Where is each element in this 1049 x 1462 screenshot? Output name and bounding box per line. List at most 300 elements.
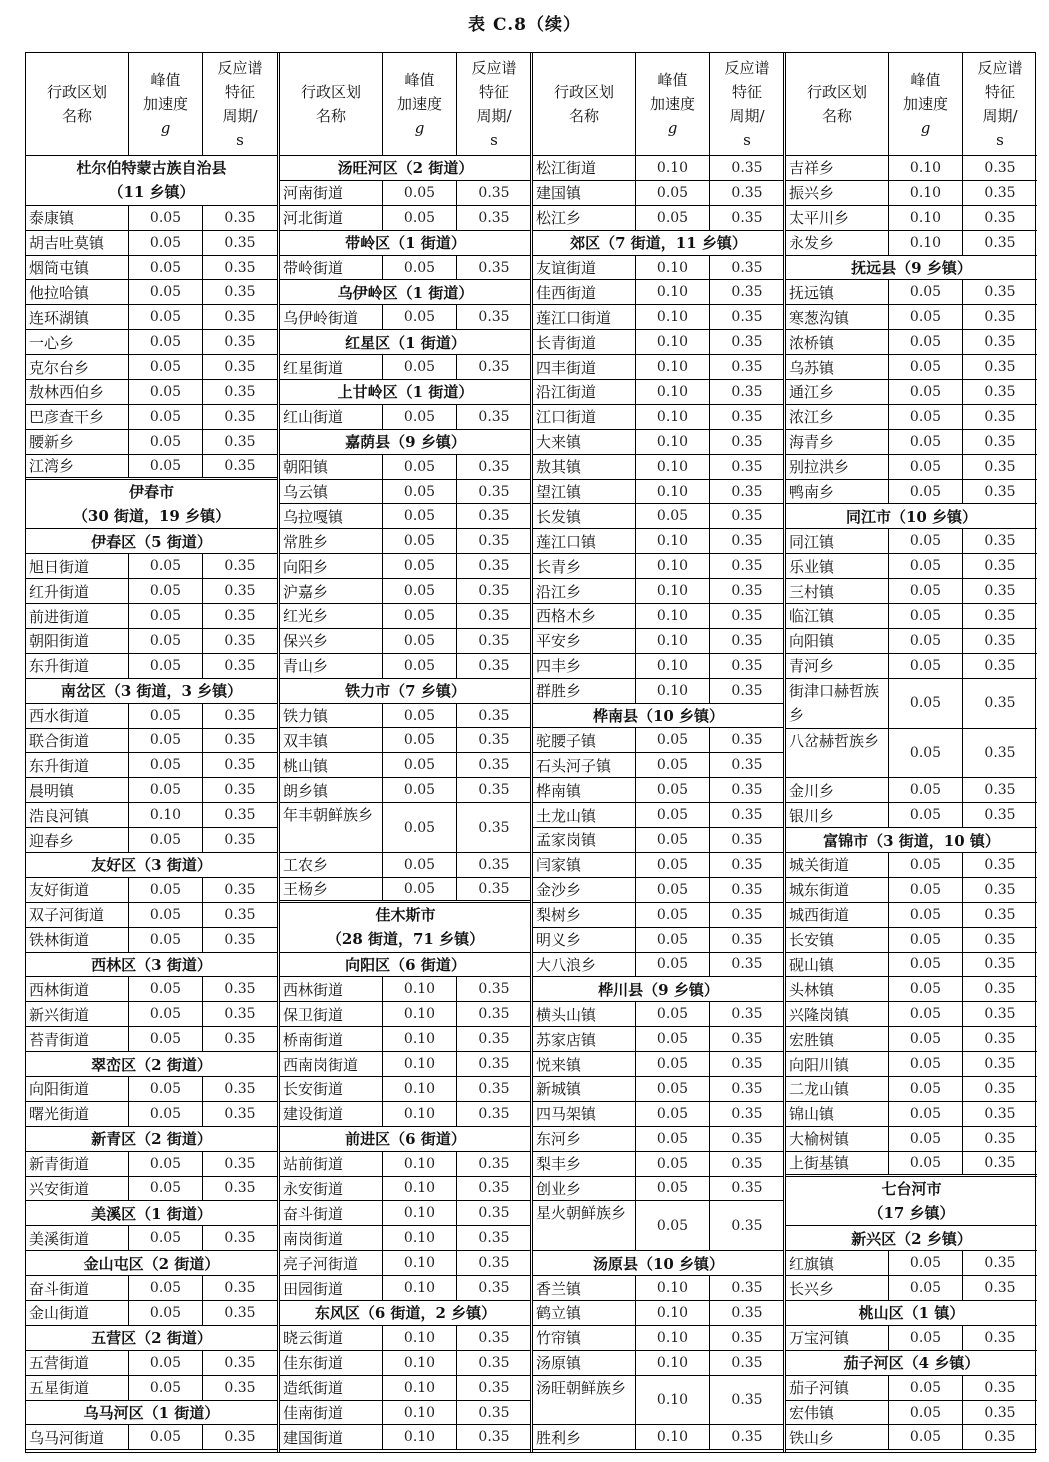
table-row <box>26 803 277 828</box>
period-value-cell: 0.35 <box>478 1230 510 1247</box>
period-value-cell: 0.35 <box>984 1056 1016 1073</box>
period-value-cell: 0.35 <box>478 657 510 674</box>
period-value-cell: 0.35 <box>478 533 510 550</box>
header-period <box>203 53 277 155</box>
table-row <box>26 1226 277 1251</box>
table-row <box>280 629 531 654</box>
period-value-cell: 0.35 <box>478 1006 510 1023</box>
pga-value-cell: 0.10 <box>636 455 710 479</box>
period-value-cell: 0.35 <box>224 608 256 624</box>
period-value-cell: 0.35 <box>984 981 1016 998</box>
region-name-cell: 莲江口街道 <box>533 305 636 329</box>
pga-value-cell: 0.10 <box>383 1376 457 1400</box>
region-name-cell: 海青乡 <box>786 430 889 454</box>
pga-value-cell: 0.05 <box>129 1226 203 1250</box>
period-value-cell: 0.35 <box>224 1006 256 1023</box>
period-value-cell: 0.35 <box>731 732 763 749</box>
region-name-cell: 带岭街道 <box>280 256 383 280</box>
pga-value-cell: 0.05 <box>636 1052 710 1076</box>
period-value-cell: 0.35 <box>731 1217 763 1234</box>
period-value-cell: 0.35 <box>731 632 763 649</box>
region-name-cell: 朗乡镇 <box>280 778 383 802</box>
table-row <box>26 1376 277 1401</box>
period-value-cell: 0.35 <box>731 334 763 351</box>
pga-value-cell: 0.05 <box>636 181 710 205</box>
table-body <box>533 156 784 1450</box>
table-row <box>280 554 531 579</box>
region-name-cell: 青河乡 <box>786 654 889 678</box>
table-panel-2 <box>280 53 531 1451</box>
region-heading: 伊春市 <box>128 482 174 501</box>
group-heading: 金山屯区（2 街道） <box>83 1254 220 1273</box>
region-name-cell: 保卫街道 <box>280 1002 383 1026</box>
pga-value-cell: 0.05 <box>636 1127 710 1151</box>
region-name-cell: 联合街道 <box>26 729 129 753</box>
region-name-cell: 明义乡 <box>533 928 636 952</box>
group-heading-row <box>26 1326 277 1351</box>
table-row <box>26 1276 277 1301</box>
group-heading-row <box>26 1401 277 1426</box>
region-name-cell: 乌马河街道 <box>26 1425 129 1449</box>
period-value-cell: 0.35 <box>224 1354 256 1371</box>
region-name-cell: 前进街道 <box>26 604 129 628</box>
region-name-cell: 迎春乡 <box>26 828 129 852</box>
group-heading: 同江市（10 乡镇） <box>845 507 978 526</box>
period-value-cell: 0.35 <box>731 906 763 923</box>
period-value-cell: 0.35 <box>984 1105 1016 1122</box>
period-value-cell: 0.35 <box>478 1180 510 1197</box>
pga-value-cell: 0.05 <box>636 1152 710 1176</box>
region-name-cell: 桥南街道 <box>280 1027 383 1051</box>
period-value-cell: 0.35 <box>984 234 1016 251</box>
table-row <box>533 803 784 828</box>
pga-value-cell: 0.05 <box>889 803 963 827</box>
period-value-cell: 0.35 <box>731 607 763 624</box>
period-value-cell: 0.35 <box>984 1006 1016 1023</box>
group-heading-row <box>280 231 531 256</box>
period-value-cell: 0.35 <box>731 881 763 898</box>
period-value-cell: 0.35 <box>224 234 256 251</box>
region-name-cell: 建国镇 <box>533 181 636 205</box>
table-row <box>26 977 277 1002</box>
region-name-cell: 苏家店镇 <box>533 1027 636 1051</box>
table-row <box>786 231 1037 256</box>
region-name-cell: 沪嘉乡 <box>280 579 383 603</box>
table-row <box>280 181 531 206</box>
period-value-cell: 0.35 <box>731 1155 763 1172</box>
group-heading-row <box>533 704 784 729</box>
region-name-cell: 驼腰子镇 <box>533 728 636 752</box>
period-value-cell: 0.35 <box>731 1180 763 1197</box>
pga-value-cell: 0.05 <box>889 729 963 778</box>
period-value-cell: 0.35 <box>224 383 256 400</box>
region-name-cell: 宏伟镇 <box>786 1401 889 1425</box>
pga-value-cell: 0.05 <box>889 1326 963 1350</box>
table-row <box>280 704 531 729</box>
pga-value-cell: 0.05 <box>129 1351 203 1375</box>
header-pga-unit: g <box>667 119 678 137</box>
table-row <box>533 1127 784 1152</box>
pga-value-cell: 0.05 <box>889 1401 963 1425</box>
pga-value-cell: 0.05 <box>129 579 203 603</box>
period-value-cell: 0.35 <box>478 1404 510 1421</box>
period-value-cell: 0.35 <box>731 757 763 774</box>
header-period-unit: s <box>996 131 1004 149</box>
group-heading: 郊区（7 街道，11 乡镇） <box>570 234 747 253</box>
group-heading: 嘉荫县（9 乡镇） <box>345 433 466 452</box>
table-body <box>280 156 531 1450</box>
period-value-cell: 0.35 <box>984 558 1016 575</box>
pga-value-cell: 0.05 <box>383 355 457 379</box>
region-name-cell: 松江乡 <box>533 206 636 230</box>
region-name-cell: 铁山乡 <box>786 1425 889 1449</box>
table-row <box>280 305 531 330</box>
group-heading-row <box>280 679 531 704</box>
pga-value-cell: 0.05 <box>889 1251 963 1275</box>
period-value-cell: 0.35 <box>478 483 510 500</box>
table-row <box>26 231 277 256</box>
table-row <box>533 778 784 803</box>
table-panel-3 <box>533 53 784 1451</box>
table-row <box>26 1425 277 1450</box>
period-value-cell: 0.35 <box>984 184 1016 201</box>
region-name-cell: 腰新乡 <box>26 430 129 454</box>
region-name-cell: 西南岗街道 <box>280 1052 383 1076</box>
group-heading: 抚远县（9 乡镇） <box>851 259 972 277</box>
table-row <box>786 430 1037 455</box>
pga-value-cell: 0.05 <box>636 953 710 977</box>
region-name-cell: 大八浪乡 <box>533 953 636 977</box>
region-name-cell: 美溪街道 <box>26 1226 129 1250</box>
pga-value-cell: 0.05 <box>129 704 203 728</box>
table-row <box>533 1425 784 1450</box>
pga-value-cell: 0.05 <box>129 1102 203 1126</box>
group-heading-row <box>26 953 277 978</box>
pga-value-cell: 0.10 <box>636 1351 710 1375</box>
period-value-cell: 0.35 <box>478 1155 510 1172</box>
region-name-cell: 向阳川镇 <box>786 1052 889 1076</box>
pga-value-cell: 0.05 <box>129 604 203 628</box>
period-value-cell: 0.35 <box>984 583 1016 600</box>
region-name-cell: 乐业镇 <box>786 554 889 578</box>
period-value-cell: 0.35 <box>478 1429 510 1446</box>
table-row <box>533 903 784 928</box>
pga-value-cell: 0.05 <box>129 729 203 753</box>
period-value-cell: 0.35 <box>984 1404 1016 1421</box>
period-value-cell: 0.35 <box>224 707 256 724</box>
pga-value-cell: 0.05 <box>636 728 710 752</box>
period-value-cell: 0.35 <box>984 1329 1016 1346</box>
table-row <box>786 1251 1037 1276</box>
region-name-cell: 上街基镇 <box>786 1152 889 1174</box>
pga-value-cell: 0.05 <box>889 1127 963 1151</box>
period-value-cell: 0.35 <box>731 931 763 948</box>
pga-value-cell: 0.10 <box>636 430 710 454</box>
group-heading: 桦川县（9 乡镇） <box>598 980 719 999</box>
pga-value-cell: 0.10 <box>636 579 710 603</box>
table-row <box>26 778 277 803</box>
pga-value-cell: 0.05 <box>636 1102 710 1126</box>
table-row <box>533 1077 784 1102</box>
table-row <box>786 928 1037 953</box>
table-row <box>786 778 1037 803</box>
table-row <box>533 1052 784 1077</box>
pga-value-cell: 0.05 <box>383 480 457 504</box>
group-heading: 带岭区（1 街道） <box>345 234 466 253</box>
period-value-cell: 0.35 <box>984 209 1016 226</box>
region-name-cell: 王杨乡 <box>280 878 383 900</box>
period-value-cell: 0.35 <box>478 782 510 799</box>
region-name-cell: 友谊街道 <box>533 256 636 280</box>
region-name-cell: 向阳镇 <box>786 629 889 653</box>
header-period-unit: s <box>743 131 751 149</box>
pga-value-cell: 0.10 <box>889 206 963 230</box>
region-name-cell: 同江镇 <box>786 529 889 553</box>
region-name-cell: 四马架镇 <box>533 1102 636 1126</box>
period-value-cell: 0.35 <box>731 807 763 824</box>
period-value-cell: 0.35 <box>731 533 763 550</box>
period-value-cell: 0.35 <box>224 881 256 898</box>
table-row <box>786 903 1037 928</box>
table-row <box>26 1152 277 1177</box>
group-heading-row <box>533 231 784 256</box>
table-row <box>786 1326 1037 1351</box>
group-heading-row <box>280 156 531 181</box>
group-heading: 汤原县（10 乡镇） <box>592 1254 725 1273</box>
region-name-cell: 连环湖镇 <box>26 305 129 329</box>
region-name-cell: 大来镇 <box>533 430 636 454</box>
region-name-cell: 巴彦查干乡 <box>26 405 129 429</box>
region-name-cell: 江口街道 <box>533 405 636 429</box>
period-value-cell: 0.35 <box>731 831 763 848</box>
period-value-cell: 0.35 <box>224 657 256 674</box>
group-heading: 桃山区（1 镇） <box>858 1304 965 1323</box>
region-name-cell: 永安街道 <box>280 1177 383 1201</box>
table-row <box>26 455 277 480</box>
pga-value-cell: 0.05 <box>129 1002 203 1026</box>
region-name-cell: 建设街道 <box>280 1102 383 1126</box>
header-pga-unit: g <box>414 119 425 137</box>
region-name-cell: 临江镇 <box>786 604 889 628</box>
period-value-cell: 0.35 <box>224 807 256 824</box>
period-value-cell: 0.35 <box>478 707 510 724</box>
pga-value-cell: 0.05 <box>383 853 457 877</box>
pga-value-cell: 0.10 <box>636 654 710 678</box>
period-value-cell: 0.35 <box>984 1130 1016 1147</box>
pga-value-cell: 0.05 <box>383 554 457 578</box>
region-name-cell: 土龙山镇 <box>533 803 636 827</box>
group-heading-row <box>280 430 531 455</box>
region-name-cell: 红光乡 <box>280 604 383 628</box>
pga-value-cell: 0.10 <box>383 1002 457 1026</box>
period-value-cell: 0.35 <box>224 284 256 301</box>
region-name-cell: 朝阳街道 <box>26 629 129 653</box>
pga-value-cell: 0.05 <box>383 256 457 280</box>
pga-value-cell: 0.10 <box>636 330 710 354</box>
pga-value-cell: 0.10 <box>383 1226 457 1250</box>
pga-value-cell: 0.05 <box>129 256 203 280</box>
group-heading: 红星区（1 街道） <box>345 333 466 352</box>
table-row <box>786 803 1037 828</box>
region-count: （30 街道，19 乡镇） <box>72 506 231 525</box>
period-value-cell: 0.35 <box>224 583 256 600</box>
table-row <box>280 455 531 480</box>
pga-value-cell: 0.10 <box>383 1425 457 1449</box>
pga-value-cell: 0.05 <box>383 579 457 603</box>
group-heading-row <box>786 1351 1037 1376</box>
group-heading-row <box>26 1052 277 1077</box>
table-row <box>26 554 277 579</box>
region-name-cell: 克尔台乡 <box>26 355 129 379</box>
pga-value-cell: 0.05 <box>636 853 710 877</box>
region-name-cell: 常胜乡 <box>280 529 383 553</box>
group-heading-row <box>533 977 784 1002</box>
table-row <box>786 604 1037 629</box>
region-name-cell: 城西街道 <box>786 903 889 927</box>
period-value-cell: 0.35 <box>731 1329 763 1346</box>
period-value-cell: 0.35 <box>731 1280 763 1297</box>
period-value-cell: 0.35 <box>478 732 510 749</box>
pga-value-cell: 0.05 <box>889 1102 963 1126</box>
table-row <box>26 1177 277 1202</box>
table-row <box>533 1027 784 1052</box>
pga-value-cell: 0.05 <box>889 579 963 603</box>
region-name-cell: 佳南街道 <box>280 1401 383 1425</box>
table-row <box>26 330 277 355</box>
pga-value-cell: 0.05 <box>889 928 963 952</box>
pga-value-cell: 0.10 <box>383 1326 457 1350</box>
pga-value-cell: 0.05 <box>129 554 203 578</box>
table-row <box>533 504 784 529</box>
table-row <box>280 1052 531 1077</box>
pga-value-cell: 0.05 <box>383 305 457 329</box>
pga-value-cell: 0.05 <box>636 1177 710 1201</box>
region-name-cell: 五营街道 <box>26 1351 129 1375</box>
pga-value-cell: 0.05 <box>889 280 963 304</box>
region-name-cell: 金川乡 <box>786 778 889 802</box>
region-name-cell: 莲江口镇 <box>533 529 636 553</box>
table-row <box>786 654 1037 679</box>
pga-value-cell: 0.05 <box>129 828 203 852</box>
period-value-cell: 0.35 <box>224 981 256 998</box>
pga-value-cell: 0.05 <box>129 1425 203 1449</box>
pga-value-cell: 0.05 <box>889 529 963 553</box>
table-row <box>786 1376 1037 1401</box>
region-name-cell: 亮子河街道 <box>280 1251 383 1275</box>
pga-value-cell: 0.10 <box>383 1351 457 1375</box>
header-period-label: 反应谱 特征 周期/ <box>977 59 1023 125</box>
period-value-cell: 0.35 <box>224 1031 256 1048</box>
region-name-cell: 西林街道 <box>26 977 129 1001</box>
pga-value-cell: 0.05 <box>636 1201 710 1250</box>
header-period-unit: s <box>490 131 498 149</box>
period-value-cell: 0.35 <box>984 931 1016 948</box>
period-value-cell: 0.35 <box>478 1080 510 1097</box>
header-pga <box>889 53 963 155</box>
table-row <box>786 729 1037 779</box>
period-value-cell: 0.35 <box>478 1031 510 1048</box>
region-name-cell: 横头山镇 <box>533 1002 636 1026</box>
region-name-cell: 胡吉吐莫镇 <box>26 231 129 255</box>
region-name-cell: 汤旺朝鲜族乡 <box>533 1376 636 1425</box>
region-name-cell: 太平川乡 <box>786 206 889 230</box>
period-value-cell: 0.35 <box>478 1379 510 1396</box>
table-row <box>26 280 277 305</box>
period-value-cell: 0.35 <box>984 856 1016 873</box>
period-value-cell: 0.35 <box>478 819 510 836</box>
period-value-cell: 0.35 <box>731 782 763 799</box>
group-heading: 南岔区（3 街道，3 乡镇） <box>60 682 243 701</box>
period-value-cell: 0.35 <box>731 1392 763 1409</box>
pga-value-cell: 0.10 <box>383 1027 457 1051</box>
table-panel-4 <box>786 53 1037 1451</box>
table-row <box>786 1002 1037 1027</box>
period-value-cell: 0.35 <box>984 782 1016 799</box>
region-name-cell: 石头河子镇 <box>533 753 636 777</box>
table-row <box>26 903 277 928</box>
pga-value-cell: 0.05 <box>383 878 457 900</box>
group-heading-row <box>280 953 531 978</box>
header-name: 行政区划 名称 <box>786 53 889 155</box>
region-count: （28 街道，71 乡镇） <box>326 930 485 949</box>
group-heading-row <box>26 679 277 704</box>
period-value-cell: 0.35 <box>224 334 256 351</box>
region-name-cell: 向阳乡 <box>280 554 383 578</box>
header-pga <box>636 53 710 155</box>
pga-value-cell: 0.05 <box>129 305 203 329</box>
table-row <box>786 977 1037 1002</box>
header-name: 行政区划 名称 <box>26 53 129 155</box>
region-name-cell: 河北街道 <box>280 206 383 230</box>
region-name-cell: 双子河街道 <box>26 903 129 927</box>
pga-value-cell: 0.05 <box>636 206 710 230</box>
table-row <box>786 181 1037 206</box>
table-row <box>280 1201 531 1226</box>
period-value-cell: 0.35 <box>984 383 1016 400</box>
pga-value-cell: 0.05 <box>636 928 710 952</box>
pga-value-cell: 0.05 <box>889 355 963 379</box>
table-row <box>26 1077 277 1102</box>
region-name-cell: 泰康镇 <box>26 206 129 230</box>
table-row <box>786 529 1037 554</box>
group-heading-row <box>533 1251 784 1276</box>
table-row <box>280 206 531 231</box>
table-row <box>533 728 784 753</box>
pga-value-cell: 0.05 <box>383 753 457 777</box>
pga-value-cell: 0.10 <box>383 1401 457 1425</box>
region-name-cell: 敖林西伯乡 <box>26 380 129 404</box>
period-value-cell: 0.35 <box>224 732 256 749</box>
table-row <box>533 156 784 181</box>
period-value-cell: 0.35 <box>224 209 256 226</box>
region-name-cell: 朝阳镇 <box>280 455 383 479</box>
region-heading-row <box>26 156 277 206</box>
table-row <box>533 1177 784 1202</box>
region-name-cell: 新兴街道 <box>26 1002 129 1026</box>
table-row <box>533 928 784 953</box>
pga-value-cell: 0.05 <box>129 405 203 429</box>
pga-value-cell: 0.05 <box>889 455 963 479</box>
pga-value-cell: 0.05 <box>129 231 203 255</box>
period-value-cell: 0.35 <box>984 433 1016 450</box>
table-row <box>280 1102 531 1127</box>
table-row <box>786 1102 1037 1127</box>
region-name-cell: 平安乡 <box>533 629 636 653</box>
period-value-cell: 0.35 <box>478 458 510 475</box>
region-name-cell: 八岔赫哲族乡 <box>786 729 889 778</box>
region-name-cell: 长兴乡 <box>786 1276 889 1300</box>
period-value-cell: 0.35 <box>984 695 1016 712</box>
